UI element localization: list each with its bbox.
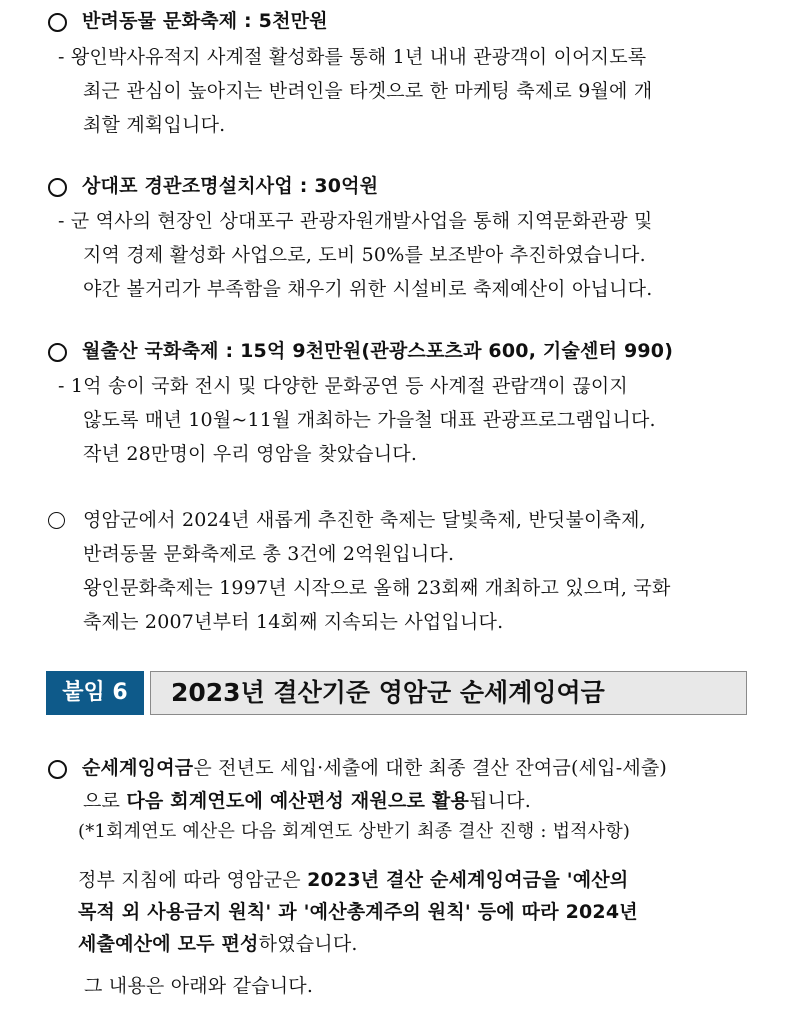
circle-bullet-icon (48, 512, 65, 529)
section-line: 지역 경제 활성화 사업으로, 도비 50%를 보조받아 추진하였습니다. (83, 244, 646, 266)
surplus-paragraph-line-2: 목적 외 사용금지 원칙' 과 '예산총계주의 원칙' 등에 따라 2024년 (78, 901, 638, 923)
section-line: 작년 28만명이 우리 영암을 찾았습니다. (83, 443, 418, 465)
circle-bullet-icon (48, 760, 67, 779)
section-line: 축제는 2007년부터 14회째 지속되는 사업입니다. (83, 611, 504, 633)
section-line: 영암군에서 2024년 새롭게 추진한 축제는 달빛축제, 반딧불이축제, (83, 509, 646, 531)
section-line: 최할 계획입니다. (83, 114, 226, 136)
surplus-paragraph-line-1: 정부 지침에 따라 영암군은 2023년 결산 순세계잉여금을 '예산의 (78, 869, 629, 891)
closing-text: 그 내용은 아래와 같습니다. (84, 975, 314, 997)
surplus-paragraph-line-3: 세출예산에 모두 편성하였습니다. (78, 933, 358, 955)
section-line: 왕인문화축제는 1997년 시작으로 올해 23회째 개최하고 있으며, 국화 (83, 577, 671, 599)
surplus-line-2: 으로 다음 회계연도에 예산편성 재원으로 활용됩니다. (83, 790, 531, 812)
section-line: 반려동물 문화축제로 총 3건에 2억원입니다. (83, 543, 455, 565)
attachment-badge: 붙임 6 (46, 671, 144, 715)
section-line: - 왕인박사유적지 사계절 활성화를 통해 1년 내내 관광객이 이어지도록 (58, 46, 647, 68)
section-heading: 반려동물 문화축제 : 5천만원 (82, 10, 328, 32)
section-line: - 1억 송이 국화 전시 및 다양한 문화공연 등 사계절 관람객이 끊이지 (58, 375, 628, 397)
section-line: 않도록 매년 10월~11월 개최하는 가을철 대표 관광프로그램입니다. (83, 409, 656, 431)
circle-bullet-icon (48, 13, 67, 32)
section-line: 최근 관심이 높아지는 반려인을 타겟으로 한 마케팅 축제로 9월에 개 (83, 80, 653, 102)
circle-bullet-icon (48, 178, 67, 197)
section-heading: 상대포 경관조명설치사업 : 30억원 (82, 175, 379, 197)
section-line: 야간 볼거리가 부족함을 채우기 위한 시설비로 축제예산이 아닙니다. (83, 278, 653, 300)
section-line: - 군 역사의 현장인 상대포구 관광자원개발사업을 통해 지역문화관광 및 (58, 210, 653, 232)
surplus-note: (*1회계연도 예산은 다음 회계연도 상반기 최종 결산 진행 : 법적사항) (78, 821, 631, 842)
circle-bullet-icon (48, 343, 67, 362)
surplus-line-1: 순세계잉여금은 전년도 세입·세출에 대한 최종 결산 잔여금(세입-세출) (82, 757, 668, 779)
section-heading: 월출산 국화축제 : 15억 9천만원(관광스포츠과 600, 기술센터 990) (82, 340, 674, 362)
attachment-title: 2023년 결산기준 영암군 순세계잉여금 (150, 671, 747, 715)
